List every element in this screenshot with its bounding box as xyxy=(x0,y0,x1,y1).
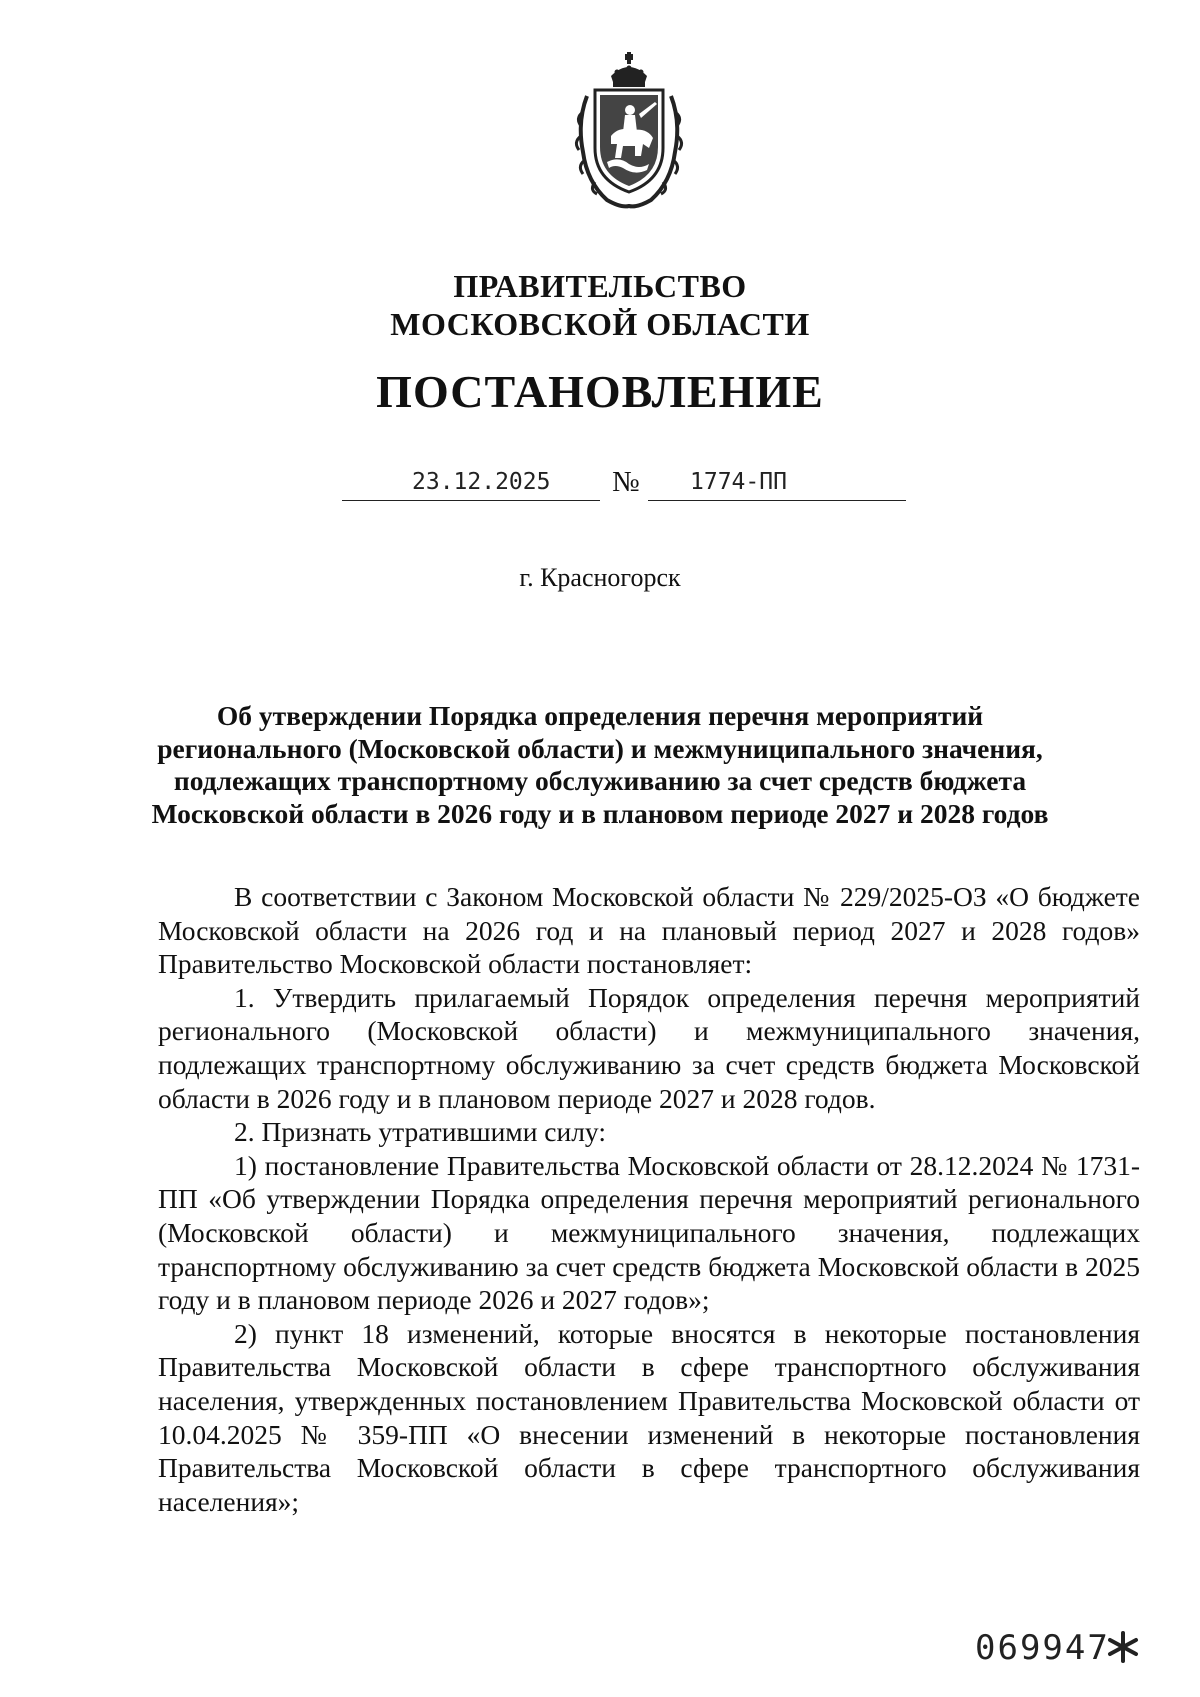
paragraph-item-2: 2. Признать утратившими силу: xyxy=(234,1116,606,1148)
document-body xyxy=(158,880,1140,1518)
org-name-line2: МОСКОВСКОЙ ОБЛАСТИ xyxy=(390,306,810,342)
city-name: г. Красногорск xyxy=(519,563,681,592)
paragraph-item-1: 1. Утвердить прилагаемый Порядок определения перечня мероприятий регионального (Московской области) и межмуниципального значения, подлежащих транспортному обслуживанию за счет средств бюджета Московской области в 2026 году и в плановом периоде 2027 и 2028 годов. xyxy=(158,981,1140,1114)
number-field xyxy=(648,460,906,501)
paragraph-subitem-2: 2) пункт 18 изменений, которые вносятся в некоторые постановления Правительства Московской области в сфере транспортного обслуживания населения, утвержденных постановлением Правительства Московской области от 10.04.2025 № 359-ПП «О внесении изменений в некоторые постановления Правительства Московской области в сфере транспортного обслуживания населения»; xyxy=(158,1317,1140,1517)
paragraph-subitem-1: 1) постановление Правительства Московской области от 28.12.2024 № 1731-ПП «Об утверждении Порядка определения перечня мероприятий регионального (Московской области) и межмуниципального значения, подлежащих транспортному обслуживанию за счет средств бюджета Московской области в 2025 году и в плановом периоде 2026 и 2027 годов»; xyxy=(158,1149,1140,1316)
org-name-line1: ПРАВИТЕЛЬСТВО xyxy=(453,268,747,304)
document-type: ПОСТАНОВЛЕНИЕ xyxy=(376,366,824,417)
paragraph-preamble: В соответствии с Законом Московской области № 229/2025-ОЗ «О бюджете Московской области на 2026 год и на плановый период 2027 и 2028 годов» Правительство Московской области постановляет: xyxy=(158,881,1140,980)
asterisk-icon xyxy=(1106,1630,1140,1664)
document-date: 23.12.2025 xyxy=(412,469,551,495)
coat-of-arms-icon xyxy=(573,52,685,210)
document-number: 1774-ПП xyxy=(690,469,787,495)
registration-number: 069947 xyxy=(975,1628,1110,1668)
date-field xyxy=(342,460,600,501)
document-title: Об утверждении Порядка определения перечня мероприятий регионального (Московской области) и межмуниципального значения, подлежащих транспортному обслуживанию за счет средств бюджета Московской области в 2026 году и в плановом периоде 2027 и 2028 годов xyxy=(151,700,1049,829)
number-sign: № xyxy=(612,466,640,498)
